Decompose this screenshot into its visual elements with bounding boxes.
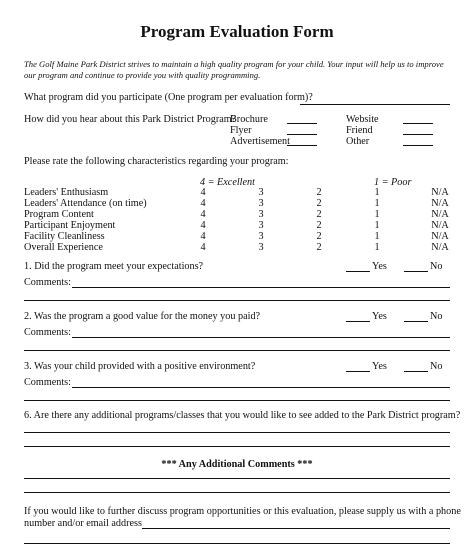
rating-value[interactable]: 1 bbox=[374, 220, 380, 231]
rating-value[interactable]: 4 bbox=[200, 220, 206, 231]
q2-comments-label: Comments: bbox=[24, 327, 71, 338]
rating-value[interactable]: 2 bbox=[316, 242, 322, 253]
friend-line[interactable] bbox=[403, 134, 433, 135]
rating-value[interactable]: 2 bbox=[316, 231, 322, 242]
rating-value[interactable]: 1 bbox=[374, 242, 380, 253]
rating-value[interactable]: 2 bbox=[316, 220, 322, 231]
rating-value[interactable]: 1 bbox=[374, 198, 380, 209]
rating-value[interactable]: N/A bbox=[431, 209, 449, 220]
q1-comments-line-2[interactable] bbox=[24, 300, 450, 301]
rating-value[interactable]: N/A bbox=[431, 187, 449, 198]
rating-value[interactable]: 1 bbox=[374, 231, 380, 242]
rating-label: Participant Enjoyment bbox=[24, 220, 116, 231]
question-hear: How did you hear about this Park District Program? bbox=[24, 114, 237, 125]
rating-value[interactable]: 3 bbox=[258, 242, 264, 253]
option-flyer: Flyer bbox=[230, 125, 252, 136]
q1-no-line[interactable] bbox=[404, 271, 428, 272]
q6-answer-line-2[interactable] bbox=[24, 446, 450, 447]
rating-value[interactable]: 4 bbox=[200, 187, 206, 198]
page-title: Program Evaluation Form bbox=[140, 22, 334, 41]
program-answer-line[interactable] bbox=[300, 104, 450, 105]
contact-line-1[interactable] bbox=[142, 528, 450, 529]
advertisement-line[interactable] bbox=[287, 145, 317, 146]
q2-no-line[interactable] bbox=[404, 321, 428, 322]
q3-comments-label: Comments: bbox=[24, 377, 71, 388]
rating-value[interactable]: 3 bbox=[258, 187, 264, 198]
rating-label: Facility Cleanliness bbox=[24, 231, 105, 242]
rating-value[interactable]: 1 bbox=[374, 209, 380, 220]
q3-comments-line-2[interactable] bbox=[24, 400, 450, 401]
question-6: 6. Are there any additional programs/classes that you would like to see added to the Park District program? bbox=[24, 410, 461, 421]
q1-comments-line[interactable] bbox=[72, 287, 450, 288]
q3-yes-line[interactable] bbox=[346, 371, 370, 372]
rating-value[interactable]: 4 bbox=[200, 242, 206, 253]
additional-comments-line-1[interactable] bbox=[24, 478, 450, 479]
option-advertisement: Advertisement bbox=[230, 136, 290, 147]
question-program: What program did you participate (One program per evaluation form)? bbox=[24, 92, 313, 103]
q6-answer-line-1[interactable] bbox=[24, 432, 450, 433]
scale-high: 4 = Excellent bbox=[200, 177, 255, 188]
contact-text-1: If you would like to further discuss program opportunities or this evaluation, please supply us with a phone bbox=[24, 506, 461, 517]
rating-value[interactable]: N/A bbox=[431, 242, 449, 253]
q2-yes-line[interactable] bbox=[346, 321, 370, 322]
question-3: 3. Was your child provided with a positive environment? bbox=[24, 361, 256, 372]
rating-label: Program Content bbox=[24, 209, 94, 220]
rating-value[interactable]: 2 bbox=[316, 187, 322, 198]
additional-comments-heading: *** Any Additional Comments *** bbox=[161, 459, 313, 470]
question-1: 1. Did the program meet your expectations? bbox=[24, 261, 204, 272]
q1-no-label: No bbox=[430, 261, 443, 272]
rating-value[interactable]: 4 bbox=[200, 198, 206, 209]
q3-comments-line[interactable] bbox=[72, 387, 450, 388]
rating-value[interactable]: N/A bbox=[431, 198, 449, 209]
q1-comments-label: Comments: bbox=[24, 277, 71, 288]
option-brochure: Brochure bbox=[230, 114, 268, 125]
q2-comments-line[interactable] bbox=[72, 337, 450, 338]
rating-value[interactable]: 3 bbox=[258, 231, 264, 242]
option-other: Other bbox=[346, 136, 370, 147]
brochure-line[interactable] bbox=[287, 123, 317, 124]
q2-yes-label: Yes bbox=[372, 311, 387, 322]
q3-no-label: No bbox=[430, 361, 443, 372]
contact-line-2[interactable] bbox=[24, 543, 450, 544]
question-2: 2. Was the program a good value for the money you paid? bbox=[24, 311, 261, 322]
flyer-line[interactable] bbox=[287, 134, 317, 135]
rating-value[interactable]: 3 bbox=[258, 209, 264, 220]
rating-value[interactable]: N/A bbox=[431, 220, 449, 231]
other-line[interactable] bbox=[403, 145, 433, 146]
rating-label: Leaders' Attendance (on time) bbox=[24, 198, 147, 209]
rating-value[interactable]: 3 bbox=[258, 198, 264, 209]
rating-value[interactable]: 1 bbox=[374, 187, 380, 198]
rating-value[interactable]: 4 bbox=[200, 231, 206, 242]
q2-comments-line-2[interactable] bbox=[24, 350, 450, 351]
additional-comments-line-2[interactable] bbox=[24, 492, 450, 493]
q3-no-line[interactable] bbox=[404, 371, 428, 372]
rating-value[interactable]: 2 bbox=[316, 209, 322, 220]
option-friend: Friend bbox=[346, 125, 373, 136]
scale-low: 1 = Poor bbox=[374, 177, 412, 188]
rating-label: Overall Experience bbox=[24, 242, 103, 253]
rating-value[interactable]: 4 bbox=[200, 209, 206, 220]
intro-text: The Golf Maine Park District strives to maintain a high quality program for your child. Your input will help us to improve our program and continue to provide you with quality programming. bbox=[24, 59, 444, 80]
q1-yes-line[interactable] bbox=[346, 271, 370, 272]
rating-value[interactable]: 3 bbox=[258, 220, 264, 231]
q2-no-label: No bbox=[430, 311, 443, 322]
q1-yes-label: Yes bbox=[372, 261, 387, 272]
q3-yes-label: Yes bbox=[372, 361, 387, 372]
rating-value[interactable]: 2 bbox=[316, 198, 322, 209]
rate-prompt: Please rate the following characteristics regarding your program: bbox=[24, 156, 289, 167]
rating-value[interactable]: N/A bbox=[431, 231, 449, 242]
option-website: Website bbox=[346, 114, 379, 125]
rating-label: Leaders' Enthusiasm bbox=[24, 187, 109, 198]
contact-text-2: number and/or email address bbox=[24, 518, 142, 529]
website-line[interactable] bbox=[403, 123, 433, 124]
